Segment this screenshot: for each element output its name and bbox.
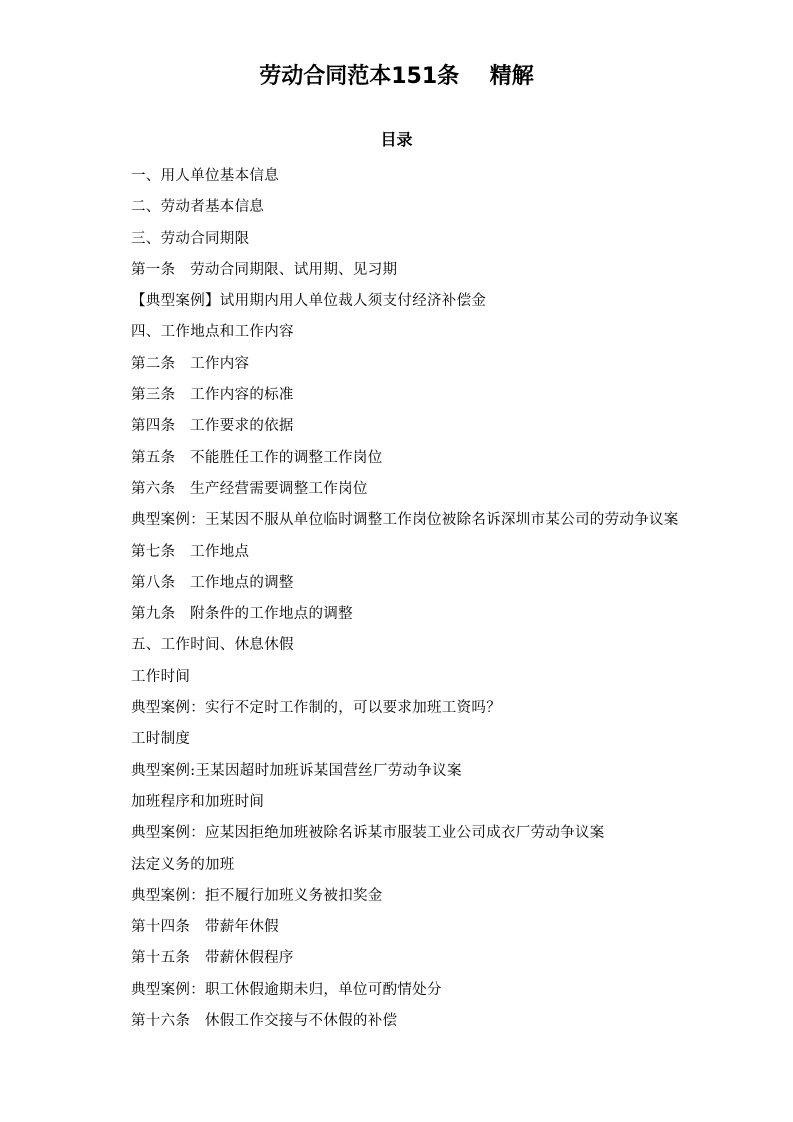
toc-entry: 典型案例:王某因超时加班诉某国营丝厂劳动争议案 <box>131 762 462 779</box>
toc-entry: 典型案例：拒不履行加班义务被扣奖金 <box>131 887 383 904</box>
toc-entry: 加班程序和加班时间 <box>131 793 265 810</box>
toc-entry: 【典型案例】试用期内用人单位裁人须支付经济补偿金 <box>131 293 487 310</box>
toc-entry: 典型案例：实行不定时工作制的，可以要求加班工资吗？ <box>131 700 501 717</box>
toc-heading: 目录 <box>380 130 413 149</box>
table-of-contents <box>97 161 697 1037</box>
toc-entry: 第十四条 带薪年休假 <box>131 919 279 936</box>
toc-entry: 第七条 工作地点 <box>131 543 250 560</box>
toc-entry: 典型案例：职工休假逾期未归，单位可酌情处分 <box>131 981 442 998</box>
toc-entry: 三、劳动合同期限 <box>131 230 250 247</box>
toc-entry: 第四条 工作要求的依据 <box>131 418 294 435</box>
toc-entry: 第十五条 带薪休假程序 <box>131 950 294 967</box>
toc-entry: 第十六条 休假工作交接与不休假的补偿 <box>131 1013 398 1030</box>
toc-entry: 工作时间 <box>131 668 191 685</box>
toc-entry: 一、用人单位基本信息 <box>131 168 279 184</box>
toc-entry: 典型案例：王某因不服从单位临时调整工作岗位被除名诉深圳市某公司的劳动争议案 <box>131 512 679 529</box>
toc-entry: 第八条 工作地点的调整 <box>131 574 294 591</box>
toc-entry: 二、劳动者基本信息 <box>131 199 265 216</box>
document-title: 劳动合同范本151条 精解 <box>259 64 534 89</box>
toc-entry: 五、工作时间、休息休假 <box>131 637 294 654</box>
toc-entry: 第二条 工作内容 <box>131 355 250 372</box>
toc-entry: 第六条 生产经营需要调整工作岗位 <box>131 480 368 497</box>
toc-entry: 工时制度 <box>131 731 191 748</box>
toc-entry: 第三条 工作内容的标准 <box>131 387 294 404</box>
toc-entry: 典型案例：应某因拒绝加班被除名诉某市服装工业公司成衣厂劳动争议案 <box>131 825 605 842</box>
toc-entry: 第九条 附条件的工作地点的调整 <box>131 606 353 623</box>
toc-entry: 法定义务的加班 <box>131 856 235 873</box>
toc-entry: 四、工作地点和工作内容 <box>131 324 294 341</box>
toc-entry: 第一条 劳动合同期限、试用期、见习期 <box>131 261 398 278</box>
toc-entry: 第五条 不能胜任工作的调整工作岗位 <box>131 449 383 466</box>
